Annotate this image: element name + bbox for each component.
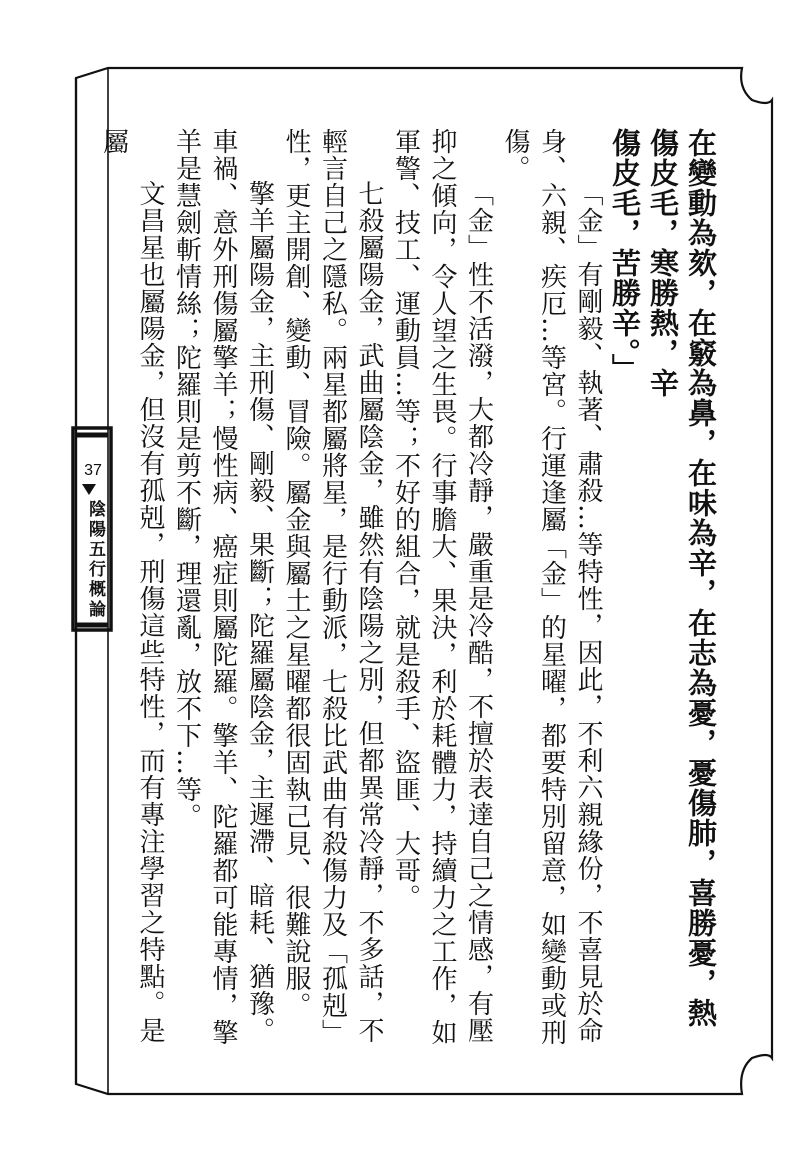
quote-line-2: 傷皮毛，苦勝辛。」 [608, 128, 642, 384]
paragraph-5: 文昌星也屬陽金，但沒有孤剋，刑傷這些特性，而有專注學習之特點。是屬 [98, 128, 165, 1044]
down-triangle-icon [82, 484, 96, 495]
paragraph-2: 「金」性不活潑，大都冷靜，嚴重是冷酷，不擅於表達自己之情感，有壓抑之傾向，令人望之生畏。行事膽大、果決，利於耗體力，持續力之工作，如軍警、技工、運動員…等；不好的組合，就是殺手、盜匪、大哥。 [390, 128, 494, 1046]
page-number: 37 [84, 462, 102, 479]
quote-line-1: 在變動為欬，在竅為鼻，在味為辛，在志為憂，憂傷肺，喜勝憂，熱傷皮毛，寒勝熱，辛 [646, 128, 718, 1028]
body-text [98, 128, 720, 1048]
paragraph-1: 「金」有剛毅、執著、肅殺…等特性，因此，不利六親緣份，不喜見於命身、六親、疾厄…等宮。行運逢屬「金」的星曜，都要特別留意，如變動或刑傷。 [500, 128, 603, 1046]
section-title: 陰陽五行概論 [85, 500, 105, 620]
paragraph-4: 擎羊屬陽金，主刑傷、剛毅、果斷；陀羅屬陰金，主遲滯、暗耗、猶豫。車禍、意外刑傷屬擎羊；慢性病、癌症則屬陀羅。擎羊、陀羅都可能專情，擎羊是慧劍斬情絲；陀羅則是剪不斷，理還亂，放不下…等。 [171, 128, 275, 1046]
paragraph-3: 七殺屬陽金，武曲屬陰金，雖然有陰陽之別，但都異常冷靜，不多話，不輕言自己之隱私。兩星都屬將星，是行動派，七殺比武曲有殺傷力及「孤剋」性，更主開創、變動、冒險。屬金與屬土之星曜都很固執己見、很難說服。 [281, 128, 384, 1046]
